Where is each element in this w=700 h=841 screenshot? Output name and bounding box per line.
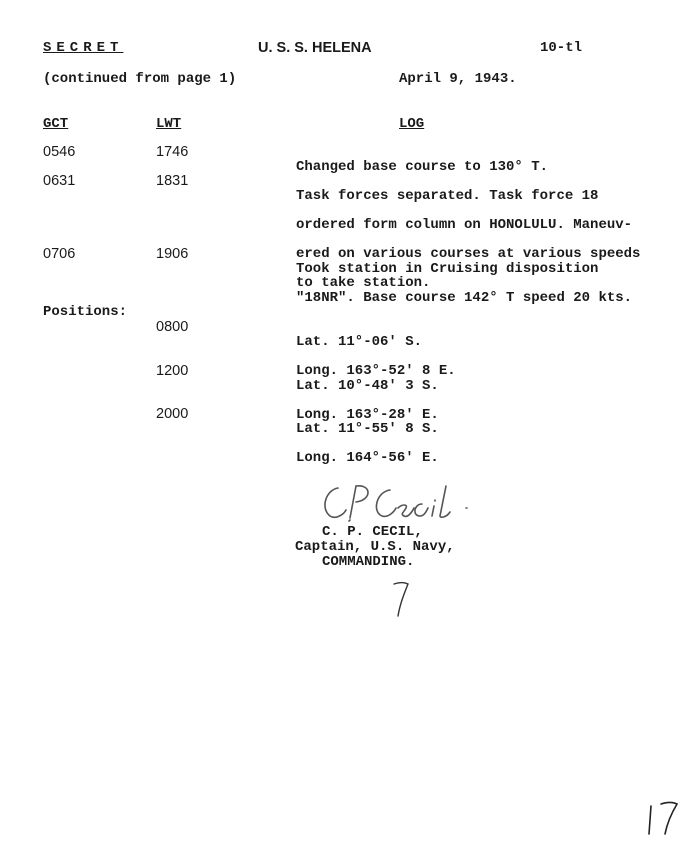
- entry-gct: 0546: [43, 144, 76, 160]
- signer-rank: Captain, U.S. Navy,: [295, 539, 455, 555]
- page-reference: 10-tl: [540, 40, 583, 56]
- ship-name: U. S. S. HELENA: [258, 40, 372, 56]
- position-time: 2000: [156, 406, 189, 422]
- log-line: to take station.: [296, 274, 431, 291]
- signer-name: C. P. CECIL,: [322, 524, 423, 540]
- longitude: Long. 164°-56' E.: [296, 449, 439, 466]
- entry-lwt: 1831: [156, 173, 189, 189]
- entry-lwt: 1746: [156, 144, 189, 160]
- log-line: Changed base course to 130° T.: [296, 158, 549, 175]
- position-coords: [296, 407, 439, 480]
- positions-label: Positions:: [43, 304, 128, 320]
- signer-role: COMMANDING.: [322, 554, 415, 570]
- log-line: Task forces separated. Task force 18: [296, 187, 599, 204]
- longitude: Long. 163°-28' E.: [296, 406, 439, 423]
- column-lwt: LWT: [156, 116, 182, 132]
- latitude: Lat. 11°-06' S.: [296, 333, 423, 350]
- column-log: LOG: [399, 116, 425, 132]
- entry-lwt: 1906: [156, 246, 189, 262]
- entry-gct: 0631: [43, 173, 76, 189]
- handwritten-mark: [390, 578, 414, 620]
- handwritten-signature: [316, 478, 486, 526]
- position-time: 1200: [156, 363, 189, 379]
- log-line: ordered form column on HONOLULU. Maneuv-: [296, 216, 633, 233]
- latitude: Lat. 11°-55' 8 S.: [296, 420, 439, 437]
- position-time: 0800: [156, 319, 189, 335]
- entry-log: [296, 247, 632, 320]
- continued-note: (continued from page 1): [43, 71, 237, 87]
- log-line: ered on various courses at various speeds: [296, 245, 641, 262]
- entry-gct: 0706: [43, 246, 76, 262]
- longitude: Long. 163°-52' 8 E.: [296, 362, 456, 379]
- log-line: "18NR". Base course 142° T speed 20 kts.: [296, 289, 633, 306]
- column-gct: GCT: [43, 116, 69, 132]
- handwritten-page-number: [645, 798, 685, 838]
- classification: SECRET: [43, 40, 124, 56]
- latitude: Lat. 10°-48' 3 S.: [296, 377, 439, 394]
- log-date: April 9, 1943.: [399, 71, 517, 87]
- log-line: Took station in Cruising disposition: [296, 260, 599, 277]
